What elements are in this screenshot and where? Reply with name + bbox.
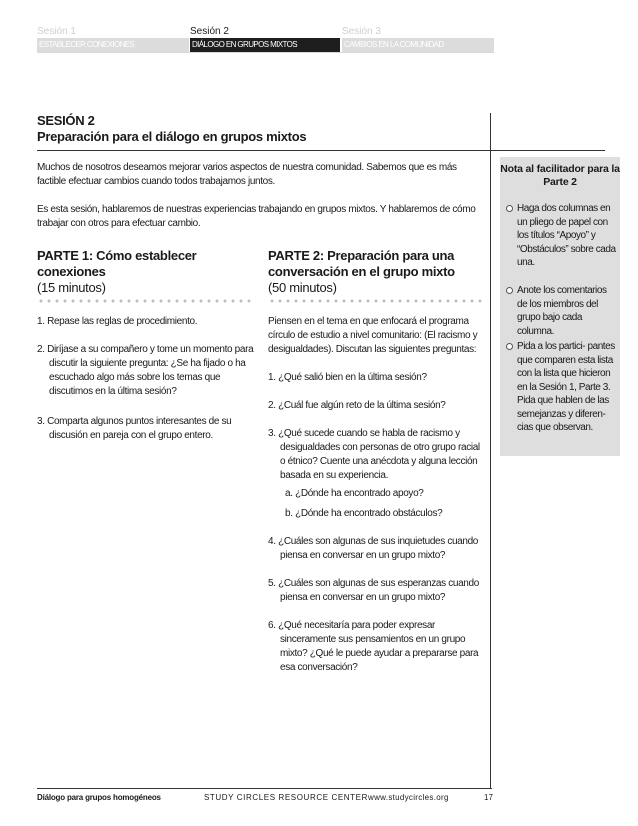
session-tab-1 xyxy=(37,26,189,52)
title-rule xyxy=(37,150,605,151)
part1-dotted-rule xyxy=(37,299,253,303)
circle-bullet-icon xyxy=(506,287,513,294)
session-tab-3-label: CAMBIOS EN LA COMUNIDAD xyxy=(342,38,494,52)
part1-heading xyxy=(37,248,257,296)
facilitator-note-text-1: Haga dos columnas en un pliego de papel con los títulos “Apoyo” y “Obstáculos” sobre cada una. xyxy=(517,203,616,268)
part2-intro: Piensen en el tema en que enfocará el programa círculo de estudio a nivel comunitario: (El racismo y desigualdades). Discutan las siguientes preguntas: xyxy=(268,316,478,355)
session-tab-2 xyxy=(190,26,340,52)
part2-duration: (50 minutos) xyxy=(268,280,337,295)
part1-title: PARTE 1: Cómo establecer conexiones xyxy=(37,248,197,279)
part2-item-1: 1. ¿Qué salió bien en la última sesión? xyxy=(268,372,427,383)
facilitator-note-text-2: Anote los comentarios de los miembros del grupo bajo cada columna. xyxy=(517,285,607,337)
facilitator-note-item-2 xyxy=(506,284,618,338)
facilitator-note xyxy=(500,157,620,456)
footer-document-title: Diálogo para grupos homogéneos xyxy=(37,793,161,802)
intro-paragraph-1: Muchos de nosotros deseamos mejorar varios aspectos de nuestra comunidad. Sabemos que es más factible efectuar cambios cuando todos trabajamos juntos. xyxy=(37,162,457,187)
part2-title: PARTE 2: Preparación para una conversación en el grupo mixto xyxy=(268,248,455,279)
facilitator-note-item-3 xyxy=(506,340,618,435)
facilitator-note-title: Nota al facilitador para la Parte 2 xyxy=(500,163,620,188)
circle-bullet-icon xyxy=(506,343,513,350)
part2-subitem-a: a. ¿Dónde ha encontrado apoyo? xyxy=(285,488,424,499)
page-number: 17 xyxy=(484,793,493,802)
header-rule xyxy=(37,52,494,53)
part1-item-1: 1. Repase las reglas de procedimiento. xyxy=(37,316,198,327)
part2-subitem-b: b. ¿Dónde ha encontrado obstáculos? xyxy=(285,508,443,519)
part2-item-6: 6. ¿Qué necesitaría para poder expresar sinceramente sus pensamientos en un grupo mixto? ¿Qué le puede ayudar a prepararse para esa conversación? xyxy=(268,620,479,673)
session-tab-2-label: DIÁLOGO EN GRUPOS MIXTOS xyxy=(190,38,340,52)
session-label: SESIÓN 2 xyxy=(37,113,95,128)
part2-heading xyxy=(268,248,488,296)
part1-duration: (15 minutos) xyxy=(37,280,106,295)
session-tab-1-name: Sesión 1 xyxy=(37,26,76,37)
part2-item-5: 5. ¿Cuáles son algunas de sus esperanzas cuando piensa en conversar en un grupo mixto? xyxy=(268,578,479,603)
footer-rule xyxy=(37,788,492,789)
footer-website: www.studycircles.org xyxy=(368,793,449,802)
intro-paragraph-2: Es esta sesión, hablaremos de nuestras experiencias trabajando en grupos mixtos. Y hablaremos de cómo trabajar con otros para efectuar cambio. xyxy=(37,204,476,229)
part2-dotted-rule xyxy=(268,299,484,303)
session-tab-3 xyxy=(342,26,494,52)
part2-item-4: 4. ¿Cuáles son algunas de sus inquietudes cuando piensa en conversar en un grupo mixto? xyxy=(268,536,479,561)
part2-item-2: 2. ¿Cuál fue algún reto de la última sesión? xyxy=(268,400,446,411)
session-tab-2-name: Sesión 2 xyxy=(190,26,229,37)
session-tab-1-label: ESTABLECER CONEXIONES xyxy=(37,38,189,52)
circle-bullet-icon xyxy=(506,205,513,212)
column-divider xyxy=(490,113,491,789)
facilitator-note-text-3: Pida a los partici- pantes que comparen esta lista con la lista que hicieron en la Sesión 1, Parte 3. Pida que hablen de las semejanzas y diferen- cias que observan. xyxy=(517,341,615,433)
part1-item-2: 2. Diríjase a su compañero y tome un momento para discutir la siguiente pregunta: ¿Se ha fijado o ha escuchado algo más sobre los temas que discutimos en la última sesión? xyxy=(37,344,254,397)
footer-organization: STUDY CIRCLES RESOURCE CENTER xyxy=(204,793,368,802)
page-title: Preparación para el diálogo en grupos mixtos xyxy=(37,129,307,144)
session-tab-3-name: Sesión 3 xyxy=(342,26,381,37)
part2-item-3: 3. ¿Qué sucede cuando se habla de racismo y desigualdades con personas de otro grupo racial o étnico? Cuente una anécdota y alguna lección basada en su experiencia. xyxy=(268,428,480,481)
facilitator-note-item-1 xyxy=(506,202,618,270)
part1-item-3: 3. Comparta algunos puntos interesantes de su discusión en pareja con el grupo entero. xyxy=(37,416,232,441)
